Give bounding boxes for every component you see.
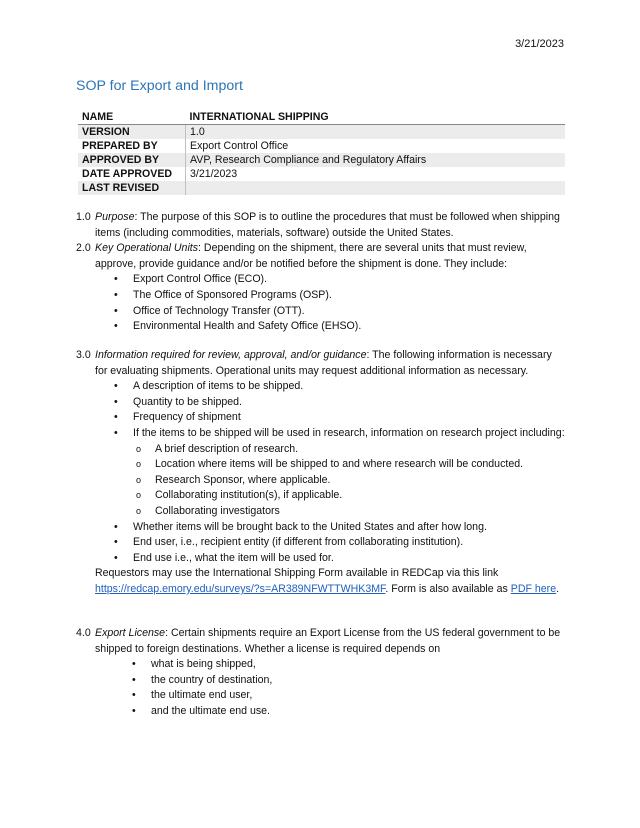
section-text: : Certain shipments require an Export License from the US federal government to be shipped to foreign destinations. Whether a license is required depends on bbox=[95, 627, 561, 655]
document-title: SOP for Export and Import bbox=[76, 78, 243, 94]
table-row bbox=[78, 139, 565, 153]
table-value: INTERNATIONAL SHIPPING bbox=[186, 110, 566, 125]
sop-metadata-table bbox=[78, 110, 565, 195]
section-heading: Purpose bbox=[95, 211, 135, 223]
section-number: 3.0 bbox=[76, 349, 91, 361]
list-item: • Whether items will be brought back to the United States and after how long. bbox=[95, 520, 566, 536]
list-item: • Export Control Office (ECO). bbox=[95, 272, 566, 288]
section-number: 2.0 bbox=[76, 242, 91, 255]
list-item: • A description of items to be shipped. bbox=[95, 379, 566, 395]
list-item: • The Office of Sponsored Programs (OSP). bbox=[95, 288, 566, 304]
table-row bbox=[78, 110, 565, 125]
section-2 bbox=[76, 241, 566, 272]
form-suffix-text: . Form is also available as bbox=[385, 582, 511, 595]
units-list bbox=[76, 272, 566, 334]
info-list bbox=[76, 379, 566, 441]
license-factors-list bbox=[76, 657, 566, 719]
list-item: • If the items to be shipped will be used in research, information on research project including: bbox=[95, 426, 566, 442]
list-item: • and the ultimate end use. bbox=[95, 704, 566, 720]
table-key: PREPARED BY bbox=[78, 139, 186, 153]
list-item: • the country of destination, bbox=[95, 673, 566, 689]
section-4 bbox=[76, 626, 566, 720]
table-value: 1.0 bbox=[186, 125, 566, 140]
section-4-intro bbox=[76, 626, 566, 657]
section-heading: Information required for review, approval, and/or guidance bbox=[95, 349, 367, 361]
list-item: • Office of Technology Transfer (OTT). bbox=[95, 304, 566, 320]
table-value bbox=[186, 181, 566, 195]
header-date: 3/21/2023 bbox=[515, 38, 564, 50]
requestors-note bbox=[76, 566, 566, 597]
sub-list-item: o Collaborating institution(s), if applicable. bbox=[133, 488, 566, 504]
sub-list-item: o Research Sponsor, where applicable. bbox=[133, 473, 566, 489]
list-item: • the ultimate end user, bbox=[95, 688, 566, 704]
table-key: LAST REVISED bbox=[78, 181, 186, 195]
table-row bbox=[78, 167, 565, 181]
table-row bbox=[78, 153, 565, 167]
table-row bbox=[78, 125, 565, 140]
table-value: AVP, Research Compliance and Regulatory Affairs bbox=[186, 153, 566, 167]
table-key: VERSION bbox=[78, 125, 186, 140]
sub-list-item: o A brief description of research. bbox=[133, 442, 566, 458]
requestors-text: Requestors may use the International Shipping Form available in REDCap via this link bbox=[95, 567, 499, 580]
section-3 bbox=[76, 348, 566, 598]
list-item: • End use i.e., what the item will be used for. bbox=[95, 551, 566, 567]
sections-1-2 bbox=[76, 210, 566, 335]
research-sublist bbox=[133, 442, 566, 520]
list-item: • Quantity to be shipped. bbox=[95, 395, 566, 411]
list-item: • End user, i.e., recipient entity (if different from collaborating institution). bbox=[95, 535, 566, 551]
section-number: 4.0 bbox=[76, 627, 91, 639]
section-text: : The following information is necessary for evaluating shipments. Operational units may request additional information as necessary. bbox=[95, 349, 552, 377]
sub-list-item: o Collaborating investigators bbox=[133, 504, 566, 520]
pdf-link[interactable]: PDF here bbox=[510, 582, 557, 595]
section-heading: Export License bbox=[95, 627, 166, 639]
table-value: Export Control Office bbox=[190, 140, 289, 152]
redcap-form-link[interactable]: https://redcap.emory.edu/surveys/?s=AR389NFWTTWHK3MF bbox=[95, 582, 386, 595]
table-key: NAME bbox=[78, 110, 186, 125]
section-text: : Depending on the shipment, there are several units that must review, approve, provide guidance and/or be notified before the shipment is done. They include: bbox=[95, 242, 527, 270]
table-key: DATE APPROVED bbox=[78, 167, 186, 181]
table-row bbox=[78, 181, 565, 195]
section-3-intro bbox=[76, 348, 566, 379]
table-value: 3/21/2023 bbox=[190, 168, 238, 180]
info-list-continued bbox=[76, 520, 566, 567]
sub-list-item: o Location where items will be shipped to and where research will be conducted. bbox=[133, 457, 566, 473]
section-heading: Key Operational Units bbox=[95, 242, 199, 255]
list-item: • Environmental Health and Safety Office (EHSO). bbox=[95, 319, 566, 335]
section-text: : The purpose of this SOP is to outline the procedures that must be followed when shipping items (including commodities, materials, software) outside the United States. bbox=[95, 211, 560, 239]
table-key: APPROVED BY bbox=[78, 153, 186, 167]
list-item: • Frequency of shipment bbox=[95, 410, 566, 426]
section-1 bbox=[76, 210, 566, 241]
list-item: • what is being shipped, bbox=[95, 657, 566, 673]
end-period: . bbox=[556, 582, 560, 595]
section-number: 1.0 bbox=[76, 211, 91, 223]
